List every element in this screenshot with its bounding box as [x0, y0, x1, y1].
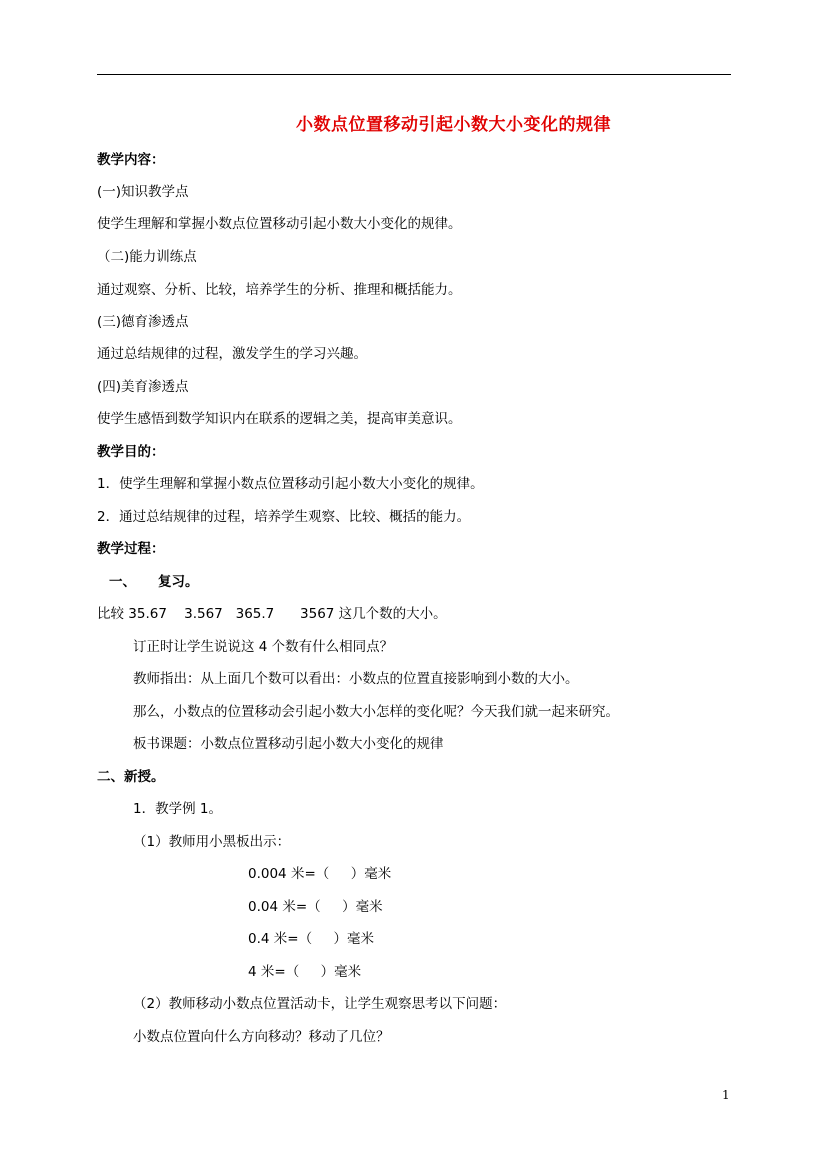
ability-point-text: 通过观察、分析、比较，培养学生的分析、推理和概括能力。	[97, 282, 462, 298]
knowledge-point-heading: (一)知识教学点	[97, 184, 189, 200]
review-label: 复习。	[158, 574, 199, 590]
goal-item-1: 1．使学生理解和掌握小数点位置移动引起小数大小变化的规律。	[97, 476, 484, 492]
example-1-heading: 1．教学例 1。	[133, 801, 222, 817]
new-lesson-heading: 二、新授。	[97, 769, 165, 785]
process-heading: 教学过程：	[97, 541, 165, 557]
question-paragraph: 订正时让学生说说这 4 个数有什么相同点？	[133, 639, 394, 655]
page-title: 小数点位置移动引起小数大小变化的规律	[296, 115, 611, 135]
aesthetic-point-heading: (四)美育渗透点	[97, 379, 189, 395]
board-paragraph: 板书课题：小数点位置移动引起小数大小变化的规律	[133, 736, 444, 752]
direction-question: 小数点位置向什么方向移动？移动了几位？	[133, 1029, 390, 1045]
goal-heading: 教学目的：	[97, 444, 165, 460]
goal-item-2: 2．通过总结规律的过程，培养学生观察、比较、概括的能力。	[97, 509, 471, 525]
equation-3: 0.4 米=（ ）毫米	[248, 931, 375, 947]
page-number: 1	[722, 1088, 730, 1102]
example-1-step-1: （1）教师用小黑板出示：	[133, 834, 291, 850]
equation-2: 0.04 米=（ ）毫米	[248, 899, 383, 915]
moral-point-heading: (三)德育渗透点	[97, 314, 189, 330]
equation-1: 0.004 米=（ ）毫米	[248, 866, 392, 882]
knowledge-point-text: 使学生理解和掌握小数点位置移动引起小数大小变化的规律。	[97, 216, 462, 232]
teacher-paragraph: 教师指出：从上面几个数可以看出：小数点的位置直接影响到小数的大小。	[133, 671, 579, 687]
transition-paragraph: 那么，小数点的位置移动会引起小数大小怎样的变化呢？今天我们就一起来研究。	[133, 704, 619, 720]
content-heading: 教学内容：	[97, 152, 165, 168]
review-number: 一、	[109, 574, 136, 590]
ability-point-heading: （二)能力训练点	[97, 249, 197, 265]
header-rule	[97, 74, 731, 75]
aesthetic-point-text: 使学生感悟到数学知识内在联系的逻辑之美，提高审美意识。	[97, 411, 462, 427]
equation-4: 4 米=（ ）毫米	[248, 964, 362, 980]
compare-line: 比较 35.67 3.567 365.7 3567 这几个数的大小。	[97, 606, 447, 622]
example-1-step-2: （2）教师移动小数点位置活动卡，让学生观察思考以下问题：	[133, 996, 507, 1012]
moral-point-text: 通过总结规律的过程，激发学生的学习兴趣。	[97, 346, 367, 362]
